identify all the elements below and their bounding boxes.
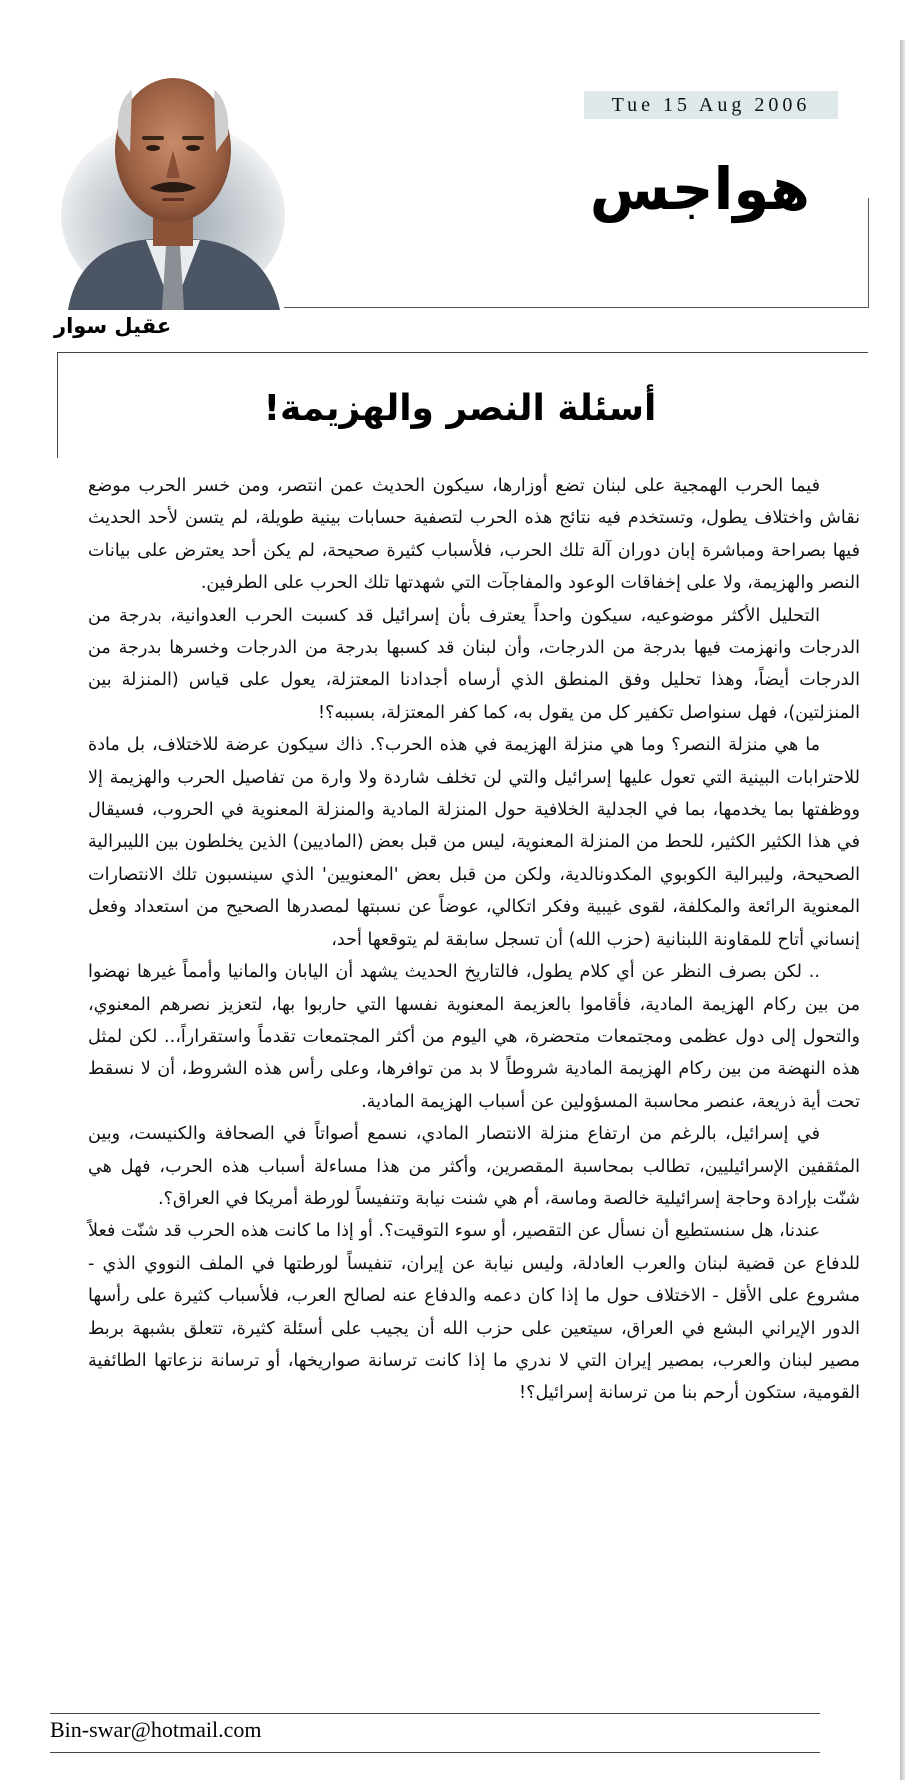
title-frame-horizontal xyxy=(284,307,869,308)
article-headline: أسئلة النصر والهزيمة! xyxy=(263,388,657,429)
article-paragraph: في إسرائيل، بالرغم من ارتفاع منزلة الانتصار المادي، نسمع أصواتاً في الصحافة والكنيست، وبين المثقفين الإسرائيليين، تطالب بمحاسبة المقصرين، وأكثر من هذا مساءلة أسباب هذه الحرب، فهل هي شنّت بإرادة وحاجة إسرائيلية خالصة وماسة، أم هي شنت نيابة وتنفيساً لورطة أمريكا في العراق؟. xyxy=(88,1124,860,1209)
publication-date: Tue 15 Aug 2006 xyxy=(584,91,838,119)
article-paragraph: التحليل الأكثر موضوعيه، سيكون واحداً يعترف بأن إسرائيل قد كسبت الحرب العدوانية، بدرجة من الدرجات وانهزمت فيها بدرجة من الدرجات، وأن لبنان قد كسبها بدرجة من الدرجات وخسرها بدرجة من الدرجات أيضاً، وهذا تحليل وفق المنطق الذي أرساه أجدادنا المعتزلة، يعول على قياس (المنزلة بين المنزلتين)، فهل سنواصل تكفير كل من يقول به، كما كفر المعتزلة، بسببه؟! xyxy=(88,605,860,723)
article-body xyxy=(88,470,860,1410)
headline-frame-left xyxy=(57,352,58,458)
author-name: عقيل سوار xyxy=(54,314,172,338)
article-paragraph: فيما الحرب الهمجية على لبنان تضع أوزارها، سيكون الحديث عمن انتصر، ومن خسر الحرب موضع نقاش واختلاف يطول، وتستخدم فيه نتائج هذه الحرب لتصفية حسابات بينية طويلة، لم يتسن لأحد الحديث فيها بصراحة ومباشرة إبان دوران آلة تلك الحرب، فلأسباب كثيرة صحيحة، لم يكن أحد يعترض على بيانات النصر والهزيمة، ولا على إخفاقات الوعود والمفاجآت التي شهدتها تلك الحرب على الطرفين. xyxy=(88,476,860,594)
footer-rule-bottom xyxy=(50,1752,820,1753)
column-title: هواجس xyxy=(589,155,810,223)
article-paragraph: ما هي منزلة النصر؟ وما هي منزلة الهزيمة في هذه الحرب؟. ذاك سيكون عرضة للاختلاف، بل مادة للاحترابات البينية التي تعول عليها إسرائيل والتي لن تخلف شاردة ولا وارة من تفاصيل الحرب والهزيمة إلا ووظفتها بما يخدمها، بما في الجدلية الخلافية حول المنزلة المادية والمنزلة المعنوية في الحروب، فسيقال في هذا الكثير الكثير، للحط من المنزلة المعنوية، ليس من قبل بعض (الماديين) الذين يخلطون بين الليبرالية الصحيحة، وليبرالية الكوبوي المكدونالدية، ولكن من قبل بعض 'المعنويين' الذي سينسبون تلك الانتصارات المعنوية الرائعة والمكلفة، لقوى غيبية وفكر اتكالي، عوضاً عن نسبتها لمصدرها الصحيح من استعداد وفعل إنساني أتاح للمقاونة اللبنانية (حزب الله) أن تسجل سابقة لم يتوقعها أحد، xyxy=(88,735,860,950)
headline-frame-top xyxy=(57,352,868,353)
author-email: Bin-swar@hotmail.com xyxy=(50,1717,262,1742)
article-paragraph: عندنا، هل سنستطيع أن نسأل عن التقصير، أو سوء التوقيت؟. أو إذا ما كانت هذه الحرب قد شنّت فعلاً للدفاع عن قضية لبنان والعرب العادلة، وليس نيابة عن إيران، تنفيساً لورطتها في الملف النووي الذي - مشروع على الأقل - الاختلاف حول ما إذا كان دعمه والدفاع عنه لصالح العرب، فلأسباب كثيرة على رأسها الدور الإيراني البشع في العراق، سيتعين على حزب الله أن يجيب على أسئلة كثيرة، تتعلق بشبهة بربط مصير لبنان والعرب، بمصير إيران التي لا ندري ما إذا كانت ترسانة صواريخها، أو ترسانة نزعاتها الطائفية القومية، ستكون أرحم بنا من ترسانة إسرائيل؟! xyxy=(88,1221,860,1404)
author-portrait xyxy=(58,40,288,310)
page-edge-shadow xyxy=(900,40,905,1780)
title-frame-vertical xyxy=(868,198,869,308)
article-paragraph: .. لكن بصرف النظر عن أي كلام يطول، فالتاريخ الحديث يشهد أن اليابان والمانيا وأمماً غيرها نهضوا من بين ركام الهزيمة المادية، فأقاموا بالعزيمة المعنوية نفسها التي حاربوا بها، لتعزيز نصرهم المعنوي، والتحول إلى دول عظمى ومجتمعات متحضرة، هي اليوم من أكثر المجتمعات تقدماً واستقراراً،.. لكن لمثل هذه النهضة من بين ركام الهزيمة المادية شروطاً لا بد من توافرها، وعلى رأس هذه الشروط، أن لا نسقط تحت أية ذريعة، عنصر محاسبة المسؤولين عن أسباب الهزيمة المادية. xyxy=(88,962,860,1112)
footer-rule-top xyxy=(50,1713,820,1714)
